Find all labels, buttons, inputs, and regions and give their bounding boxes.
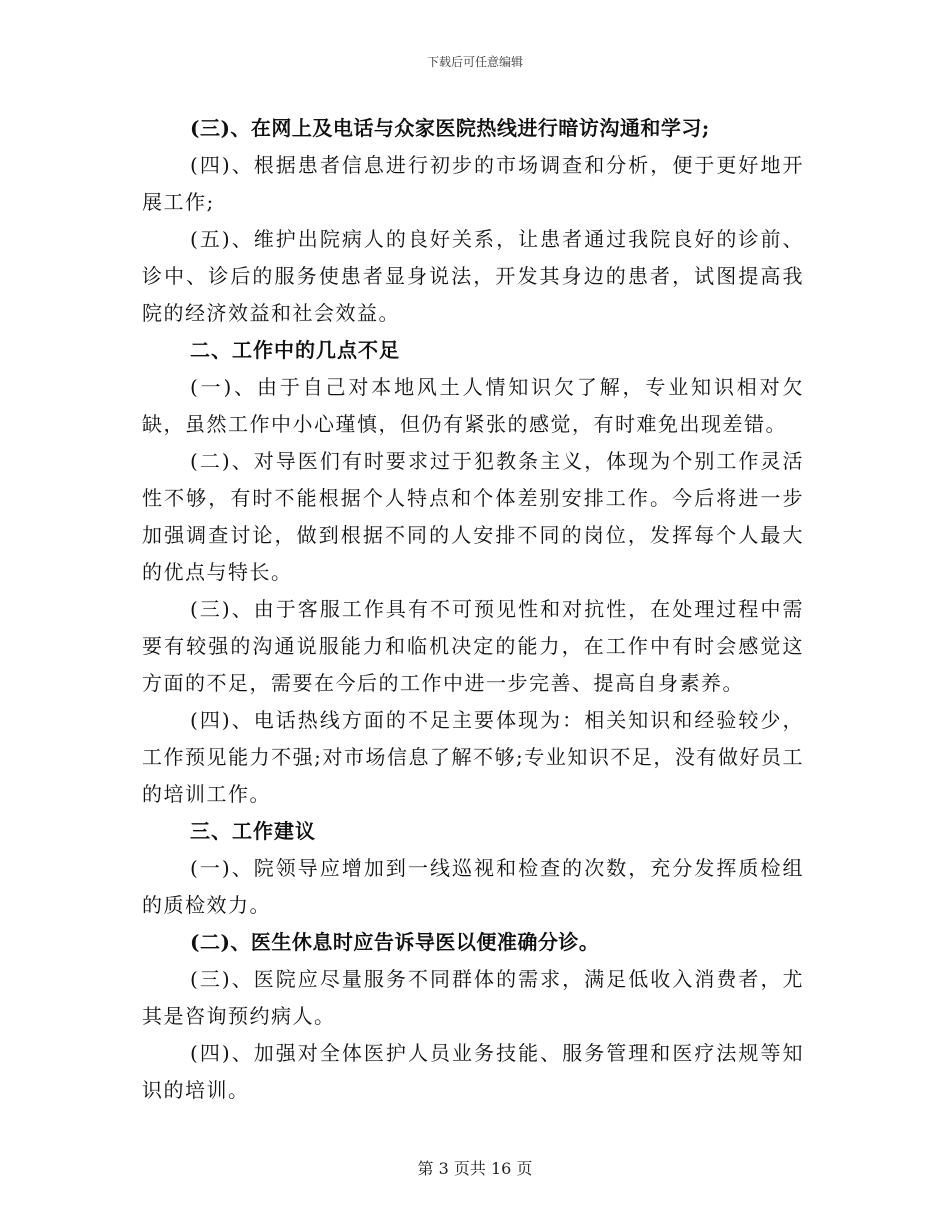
- paragraph-shortcoming-1: (一)、由于自己对本地风土人情知识欠了解，专业知识相对欠缺，虽然工作中小心瑾慎，但仍有紧张的感觉，有时难免出现差错。: [142, 375, 804, 436]
- paragraph-suggestion-1: (一)、院领导应增加到一线巡视和检查的次数，充分发挥质检组的质检效力。: [142, 856, 804, 917]
- paragraph-5-patient-relations: (五)、维护出院病人的良好关系，让患者通过我院良好的诊前、诊中、诊后的服务使患者显身说法，开发其身边的患者，试图提高我院的经济效益和社会效益。: [142, 227, 804, 325]
- paragraph-suggestion-2: (二)、医生休息时应告诉导医以便准确分诊。: [190, 930, 600, 954]
- paragraph-shortcoming-3: (三)、由于客服工作具有不可预见性和对抗性，在处理过程中需要有较强的沟通说服能力和临机决定的能力，在工作中有时会感觉这方面的不足，需要在今后的工作中进一步完善、提高自身素养。: [142, 597, 804, 695]
- section-heading-suggestions: 三、工作建议: [190, 819, 316, 843]
- page-header-note: 下载后可任意编辑: [426, 55, 523, 69]
- paragraph-shortcoming-2: (二)、对导医们有时要求过于犯教条主义，体现为个别工作灵活性不够，有时不能根据个人特点和个体差别安排工作。今后将进一步加强调查讨论，做到根据不同的人安排不同的岗位，发挥每个人最大的优点与特长。: [142, 449, 804, 584]
- document-body: [142, 110, 804, 1109]
- paragraph-suggestion-4: (四)、加强对全体医护人员业务技能、服务管理和医疗法规等知识的培训。: [142, 1041, 804, 1102]
- section-heading-shortcomings: 二、工作中的几点不足: [190, 338, 400, 362]
- page-number-footer: 第 3 页共 16 页: [417, 1159, 533, 1178]
- paragraph-4-market-survey: (四)、根据患者信息进行初步的市场调查和分析，便于更好地开展工作;: [142, 153, 804, 214]
- paragraph-shortcoming-4: (四)、电话热线方面的不足主要体现为：相关知识和经验较少，工作预见能力不强;对市场信息了解不够;专业知识不足，没有做好员工的培训工作。: [142, 708, 804, 806]
- paragraph-suggestion-3: (三)、医院应尽量服务不同群体的需求，满足低收入消费者，尤其是咨询预约病人。: [142, 967, 804, 1028]
- paragraph-3-online-visits: (三)、在网上及电话与众家医院热线进行暗访沟通和学习;: [190, 116, 710, 140]
